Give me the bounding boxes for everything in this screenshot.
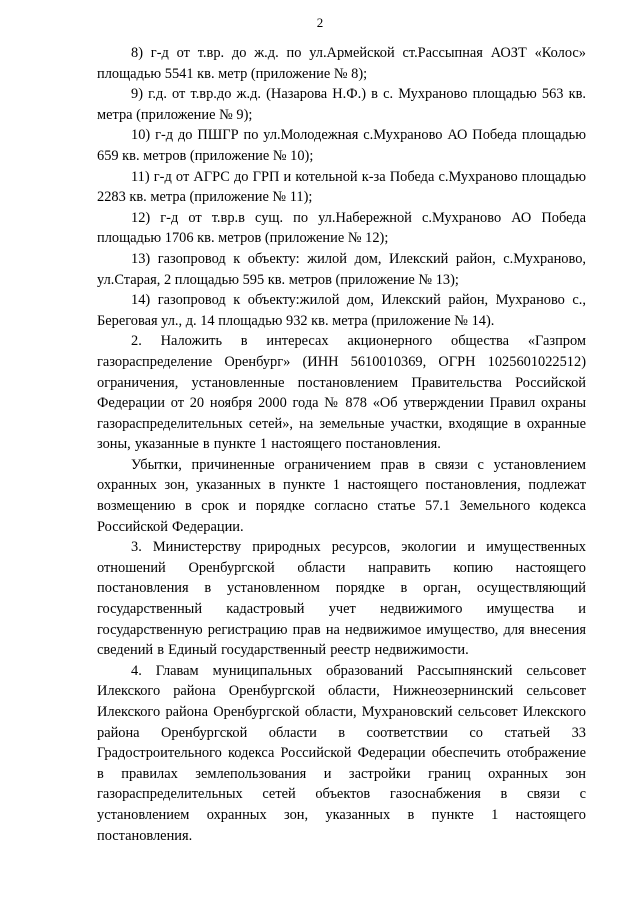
clause-4: 4. Главам муниципальных образований Рассыпнянский сельсовет Илекского района Оренбургской области, Нижнеозернинский сельсовет Илекского района Оренбургской области, Мухрановский сельсовет Илекского района Оренбургской области в соответствии со статьей 33 Градостроительного кодекса Российской Федерации обеспечить отображение в правилах землепользования и застройки границ охранных зон газораспределительных сетей объектов газоснабжения в связи с установлением охранных зон, указанных в пункте 1 настоящего постановления. — [97, 662, 586, 844]
document-body — [97, 43, 586, 846]
list-item-11: 11) г-д от АГРС до ГРП и котельной к-за Победа с.Мухраново площадью 2283 кв. метра (приложение № 11); — [97, 168, 586, 206]
list-item-13: 13) газопровод к объекту: жилой дом, Илекский район, с.Мухраново, ул.Старая, 2 площадью 595 кв. метров (приложение № 13); — [97, 250, 586, 288]
page-number: 2 — [316, 15, 324, 30]
clause-2-losses: Убытки, причиненные ограничением прав в связи с установлением охранных зон, указанных в пункте 1 настоящего постановления, подлежат возмещению в срок и порядке согласно статье 57.1 Земельного кодекса Российской Федерации. — [97, 456, 586, 535]
list-item-10: 10) г-д до ПШГР по ул.Молодежная с.Мухраново АО Победа площадью 659 кв. метров (приложение № 10); — [97, 127, 586, 164]
list-item-14: 14) газопровод к объекту:жилой дом, Илекский район, Мухраново с., Береговая ул., д. 14 площадью 932 кв. метра (приложение № 14). — [97, 292, 586, 329]
clause-3: 3. Министерству природных ресурсов, экологии и имущественных отношений Оренбургской области направить копию настоящего постановления в установленном порядке в орган, осуществляющий государственный кадастровый учет недвижимого имущества и государственную регистрацию прав на недвижимое имущество, для внесения сведений в Единый государственный реестр недвижимости. — [97, 539, 586, 659]
list-item-9: 9) г.д. от т.вр.до ж.д. (Назарова Н.Ф.) в с. Мухраново площадью 563 кв. метра (приложение № 9); — [97, 86, 586, 123]
list-item-12: 12) г-д от т.вр.в сущ. по ул.Набережной с.Мухраново АО Победа площадью 1706 кв. метров (приложение № 12); — [97, 209, 586, 247]
list-item-8: 8) г-д от т.вр. до ж.д. по ул.Армейской ст.Рассыпная АОЗТ «Колос» площадью 5541 кв. метр (приложение № 8); — [97, 45, 586, 82]
clause-2: 2. Наложить в интересах акционерного общества «Газпром газораспределение Оренбург» (ИНН 5610010369, ОГРН 1025601022512) ограничения, установленные постановлением Правительства Российской Федерации от 20 ноября 2000 года № 878 «Об утверждении Правил охраны газораспределительных сетей», на земельные участки, входящие в охранные зоны, указанные в пункте 1 настоящего постановления. — [97, 333, 586, 453]
